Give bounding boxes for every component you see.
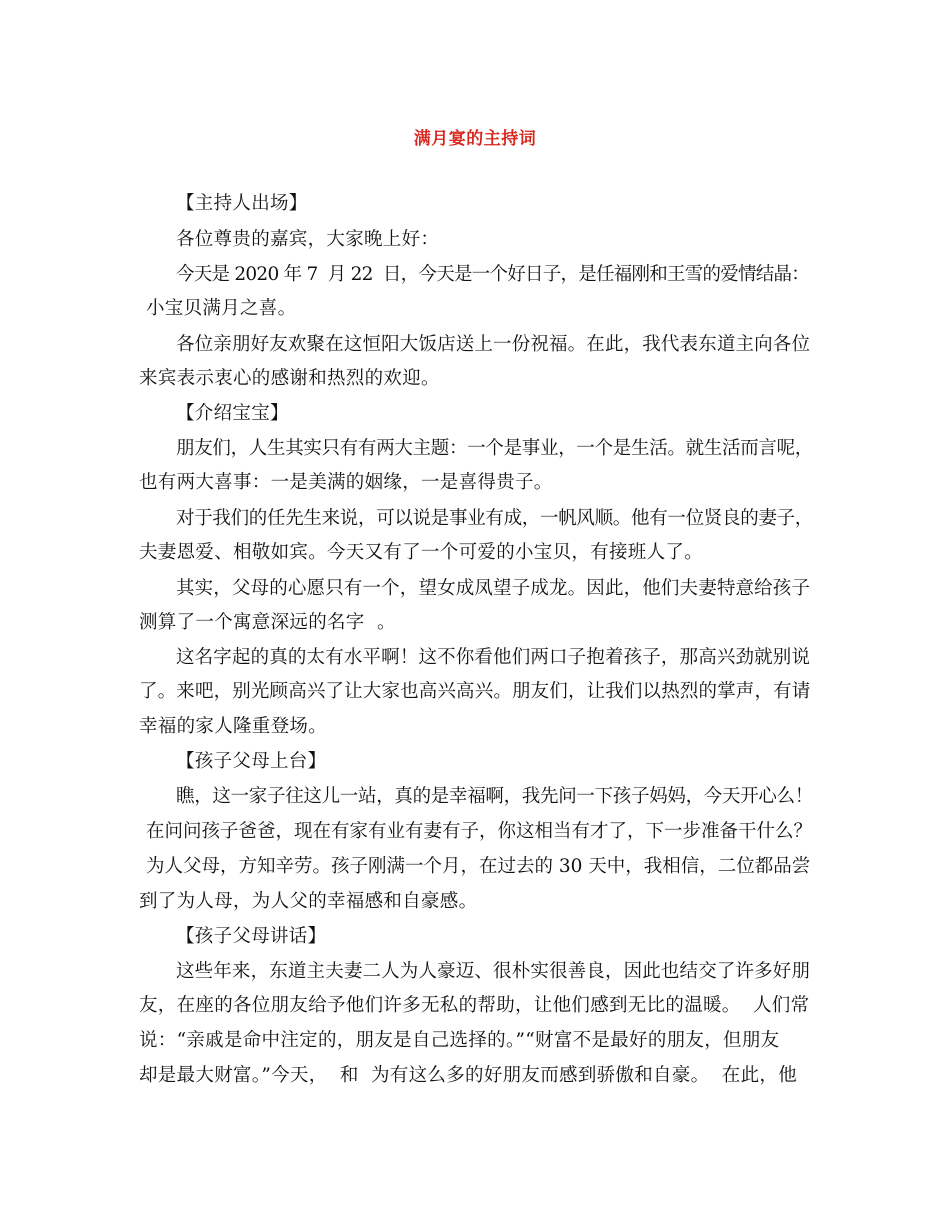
- paragraph-line: 友，在座的各位朋友给予他们许多无私的帮助，让他们感到无比的温暖。 人们常: [139, 995, 810, 1016]
- paragraph-line: 今天是 2020 年 7 月 22 日，今天是一个好日子，是任福刚和王雪的爱情结晶：: [176, 264, 809, 285]
- section-heading: 【主持人出场】: [176, 193, 308, 214]
- paragraph-line: 夫妻恩爱、相敬如宾。今天又有了一个可爱的小宝贝，有接班人了。: [139, 542, 704, 563]
- paragraph-line: 来宾表示衷心的感谢和热烈的欢迎。: [139, 368, 440, 389]
- paragraph-line: 这些年来，东道主夫妻二人为人豪迈、很朴实很善良，因此也结交了许多好朋: [176, 961, 811, 982]
- paragraph-line: 各位尊贵的嘉宾，大家晚上好：: [176, 229, 440, 250]
- paragraph-line: 为人父母，方知辛劳。孩子刚满一个月，在过去的 30 天中，我相信，二位都品尝: [146, 856, 811, 877]
- paragraph-line: 这名字起的真的太有水平啊！这不你看他们两口子抱着孩子，那高兴劲就别说: [176, 647, 811, 668]
- paragraph-line: 到了为人母，为人父的幸福感和自豪感。: [139, 891, 478, 912]
- paragraph-line: 小宝贝满月之喜。: [146, 298, 297, 319]
- section-heading: 【孩子父母讲话】: [176, 926, 327, 947]
- paragraph-line: 却是最大财富。”今天， 和 为有这么多的好朋友而感到骄傲和自豪。 在此，他: [139, 1065, 797, 1086]
- paragraph-line: 朋友们，人生其实只有有两大主题：一个是事业，一个是生活。就生活而言呢，: [176, 438, 814, 459]
- paragraph-line: 对于我们的任先生来说，可以说是事业有成，一帆风顺。他有一位贤良的妻子，: [176, 508, 814, 529]
- paragraph-line: 测算了一个寓意深远的名字 。: [139, 612, 396, 633]
- paragraph-line: 瞧，这一家子往这儿一站，真的是幸福啊，我先问一下孩子妈妈，今天开心么！: [176, 786, 814, 807]
- paragraph-line: 其实，父母的心愿只有一个，望女成凤望子成龙。因此，他们夫妻特意给孩子: [176, 578, 811, 599]
- section-heading: 【介绍宝宝】: [176, 403, 289, 424]
- paragraph-line: 说：“亲戚是命中注定的，朋友是自己选择的。”“财富不是最好的朋友，但朋友: [139, 1030, 780, 1051]
- paragraph-line: 也有两大喜事：一是美满的姻缘，一是喜得贵子。: [139, 472, 553, 493]
- paragraph-line: 了。来吧，别光顾高兴了让大家也高兴高兴。朋友们，让我们以热烈的掌声，有请: [139, 681, 811, 702]
- section-heading: 【孩子父母上台】: [176, 751, 327, 772]
- paragraph-line: 在问问孩子爸爸，现在有家有业有妻有子，你这相当有才了，下一步准备干什么？: [146, 821, 813, 842]
- document-title: 满月宴的主持词: [413, 129, 537, 149]
- paragraph-line: 各位亲朋好友欢聚在这恒阳大饭店送上一份祝福。在此，我代表东道主向各位: [176, 334, 811, 355]
- paragraph-line: 幸福的家人隆重登场。: [139, 716, 328, 737]
